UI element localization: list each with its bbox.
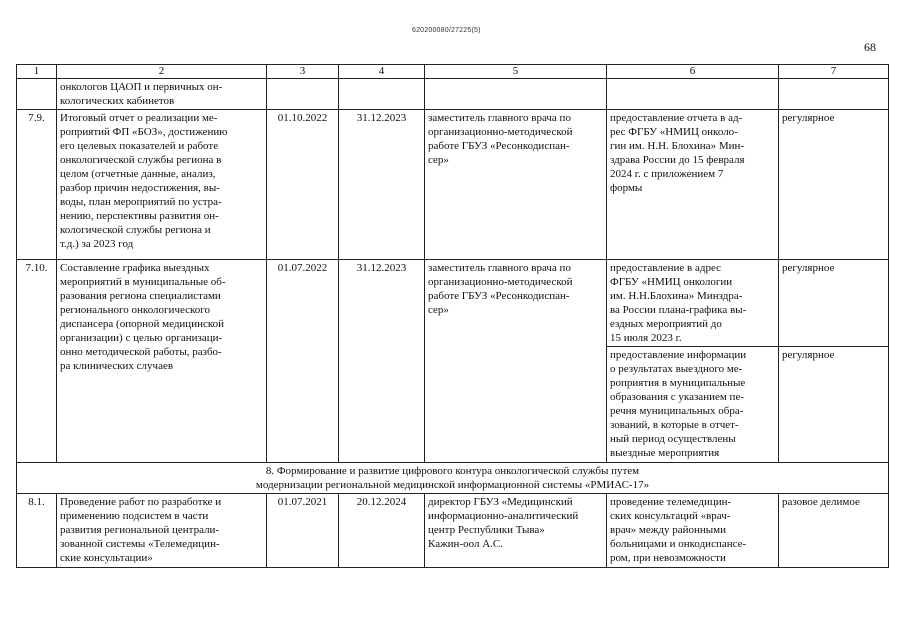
result-text: предоставление отчета в ад- рес ФГБУ «НМИЦ онколо- гин им. Н.Н. Блохина» Мин- здрава России до 15 февраля 2024 г. с приложением 7 формы	[610, 112, 745, 194]
result-text: проведение телемедицин- ских консультаций «врач- врач» между районными больницами и онкодиспансе- ром, при невозможности	[610, 496, 747, 564]
responsible-text: заместитель главного врача по организационно-методической работе ГБУЗ «Ресонкодиспан- сер»	[428, 262, 573, 316]
plan-table	[16, 64, 889, 568]
column-number-row	[17, 65, 889, 79]
result-text: предоставление информации о результатах выездного ме- роприятия в муниципальные образования с указанием пе- речня муниципальных обра- зований, в которые в отчет- ный период осуществлены выездные мероприятия	[610, 349, 747, 459]
page-number: 68	[864, 40, 876, 54]
column-header: 5	[425, 65, 607, 79]
responsible-text: директор ГБУЗ «Медицинский информационно-аналитический центр Республики Тыва» Кажин-оол А.С.	[428, 496, 579, 550]
table-row-8-1	[17, 494, 889, 568]
result-text: предоставление в адрес ФГБУ «НМИЦ онкологии им. Н.Н.Блохина» Минздра- ва России плана-графика вы- ездных мероприятий до 15 июля 2023 г.	[610, 262, 747, 344]
event-text: Проведение работ по разработке и применению подсистем в части развития региональной централи- зованной системы «Телемедицин- ские консультации»	[60, 496, 222, 564]
responsible-text: заместитель главного врача по организационно-методической работе ГБУЗ «Ресонкодиспан- сер»	[428, 112, 573, 166]
column-header: 6	[607, 65, 779, 79]
end-date: 20.12.2024	[339, 494, 425, 568]
section-row	[17, 463, 889, 494]
event-type: разовое делимое	[779, 494, 889, 568]
table-row-7-10	[17, 260, 889, 347]
event-text: Итоговый отчет о реализации ме- роприятий ФП «БОЗ», достижению его целевых показателей и работе онкологической службы региона в целом (отчетные данные, анализ, разбор причин недостижения, вы- воды, план мероприятий по устра- нению, перспективы развития он- кологической службы региона и т.д.) за 2023 год	[60, 112, 228, 250]
section-title: 8. Формирование и развитие цифрового контура онкологической службы путем модернизации региональной медицинской информационной системы «РМИАС-17»	[255, 465, 650, 491]
continuation-text: онкологов ЦАОП и первичных он- кологических кабинетов	[60, 81, 223, 107]
continuation-row	[17, 79, 889, 110]
row-number: 7.9.	[17, 110, 57, 260]
column-header: 4	[339, 65, 425, 79]
column-header: 1	[17, 65, 57, 79]
start-date: 01.07.2021	[267, 494, 339, 568]
column-header: 3	[267, 65, 339, 79]
end-date: 31.12.2023	[339, 260, 425, 463]
column-header: 7	[779, 65, 889, 79]
row-number: 7.10.	[17, 260, 57, 463]
start-date: 01.07.2022	[267, 260, 339, 463]
start-date: 01.10.2022	[267, 110, 339, 260]
column-header: 2	[57, 65, 267, 79]
event-type: регулярное	[779, 260, 889, 347]
event-text: Составление графика выездных мероприятий в муниципальные об- разования региона специалистами регионального онкологического диспансера (опорной медицинской организации) с целью организаци- онно методической работы, разбо- ра клинических случаев	[60, 262, 226, 372]
row-number: 8.1.	[17, 494, 57, 568]
event-type: регулярное	[779, 347, 889, 463]
document-id: 620200080/27225(5)	[412, 27, 481, 34]
end-date: 31.12.2023	[339, 110, 425, 260]
table-row-7-9	[17, 110, 889, 260]
event-type: регулярное	[779, 110, 889, 260]
